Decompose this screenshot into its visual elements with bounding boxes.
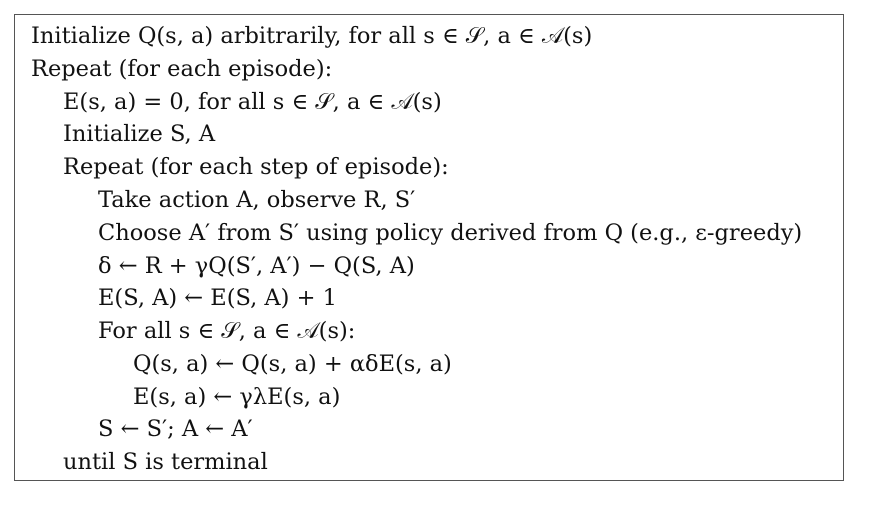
algorithm-line-decay-trace: E(s, a) ← γλE(s, a) [133, 384, 341, 410]
algorithm-line-repeat-episode: Repeat (for each episode): [31, 56, 333, 82]
algorithm-line-advance-state: S ← S′; A ← A′ [98, 416, 253, 442]
algorithm-box [14, 14, 844, 481]
algorithm-line-initialize-q: Initialize Q(s, a) arbitrarily, for all s ∈ 𝒮, a ∈ 𝒜(s) [31, 23, 593, 49]
algorithm-line-reset-traces: E(s, a) = 0, for all s ∈ 𝒮, a ∈ 𝒜(s) [63, 89, 442, 115]
algorithm-line-for-all: For all s ∈ 𝒮, a ∈ 𝒜(s): [98, 318, 356, 344]
algorithm-line-increment-trace: E(S, A) ← E(S, A) + 1 [98, 285, 337, 311]
algorithm-line-take-action: Take action A, observe R, S′ [98, 187, 416, 213]
algorithm-line-update-q: Q(s, a) ← Q(s, a) + αδE(s, a) [133, 351, 452, 377]
algorithm-line-repeat-step: Repeat (for each step of episode): [63, 154, 449, 180]
algorithm-line-initialize-sa: Initialize S, A [63, 121, 216, 147]
algorithm-line-td-error: δ ← R + γQ(S′, A′) − Q(S, A) [98, 253, 415, 279]
algorithm-line-until-terminal: until S is terminal [63, 449, 268, 475]
algorithm-line-choose-action: Choose A′ from S′ using policy derived from Q (e.g., ε-greedy) [98, 220, 803, 246]
